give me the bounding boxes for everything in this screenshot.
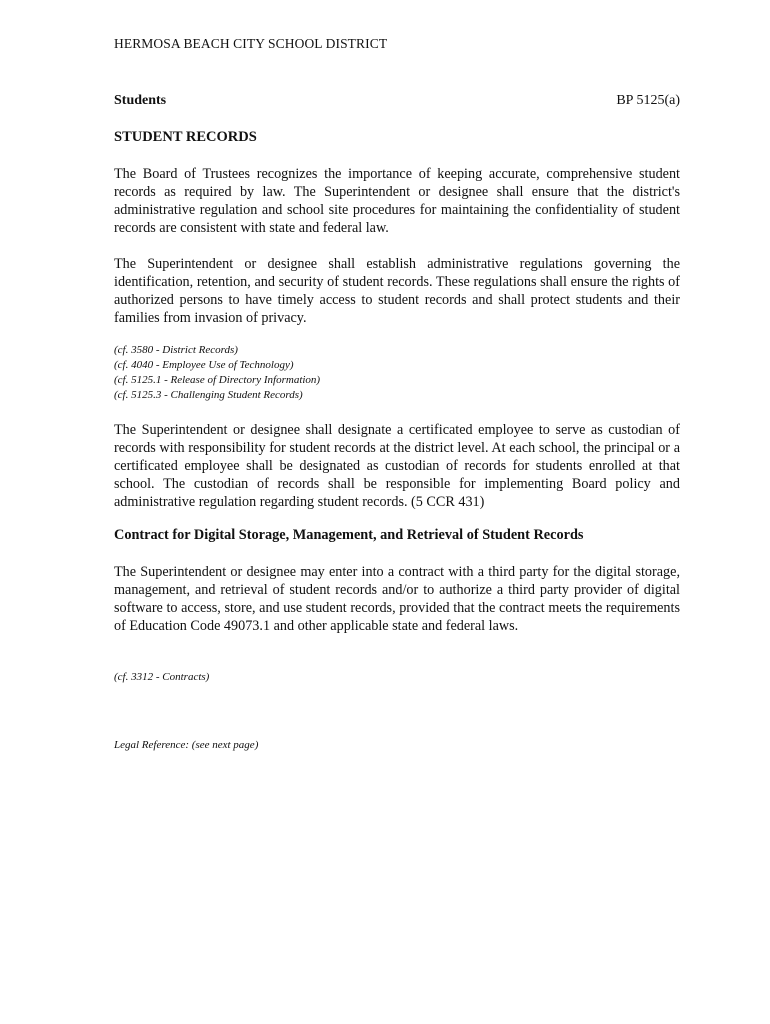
cross-reference-item: (cf. 5125.3 - Challenging Student Records) bbox=[114, 389, 303, 401]
cross-reference-list bbox=[114, 343, 680, 403]
cross-reference-item: (cf. 3580 - District Records) bbox=[114, 344, 238, 356]
paragraph-custodian-of-records: The Superintendent or designee shall designate a certificated employee to serve as custodian of records with responsibility for student records at the district level. At each school, the principal or a certificated employee shall be designated as custodian of records for students enrolled at that school. The custodian of records shall be responsible for implementing Board policy and administrative regulation regarding student records. (5 CCR 431) bbox=[114, 422, 680, 510]
cross-reference-item: (cf. 5125.1 - Release of Directory Information) bbox=[114, 374, 321, 386]
paragraph-administrative-regulations: The Superintendent or designee shall establish administrative regulations governing the identification, retention, and security of student records. These regulations shall ensure the rights of authorized persons to have timely access to student records and shall protect students and their families from invasion of privacy. bbox=[114, 256, 680, 326]
policy-header bbox=[114, 93, 680, 113]
paragraph-third-party-contract: The Superintendent or designee may enter into a contract with a third party for the digital storage, management, and retrieval of student records and/or to authorize a third party provider of digital software to access, store, and use student records, provided that the contract meets the requirements of Education Code 49073.1 and other applicable state and federal laws. bbox=[114, 564, 680, 634]
policy-code: BP 5125(a) bbox=[616, 93, 680, 108]
section-heading-digital-storage: Contract for Digital Storage, Management, and Retrieval of Student Records bbox=[114, 527, 584, 543]
cross-reference-item: (cf. 3312 - Contracts) bbox=[114, 671, 210, 683]
cross-reference-item: (cf. 4040 - Employee Use of Technology) bbox=[114, 359, 294, 371]
policy-topic: Students bbox=[114, 93, 167, 108]
legal-reference-note: Legal Reference: (see next page) bbox=[114, 739, 259, 751]
district-name: HERMOSA BEACH CITY SCHOOL DISTRICT bbox=[114, 36, 388, 51]
paragraph-records-importance: The Board of Trustees recognizes the importance of keeping accurate, comprehensive student records as required by law. The Superintendent or designee shall ensure that the district's administrative regulation and school site procedures for maintaining the confidentiality of student records are consistent with state and federal law. bbox=[114, 166, 680, 236]
cross-reference-list bbox=[114, 670, 680, 685]
page-title: STUDENT RECORDS bbox=[114, 129, 257, 145]
